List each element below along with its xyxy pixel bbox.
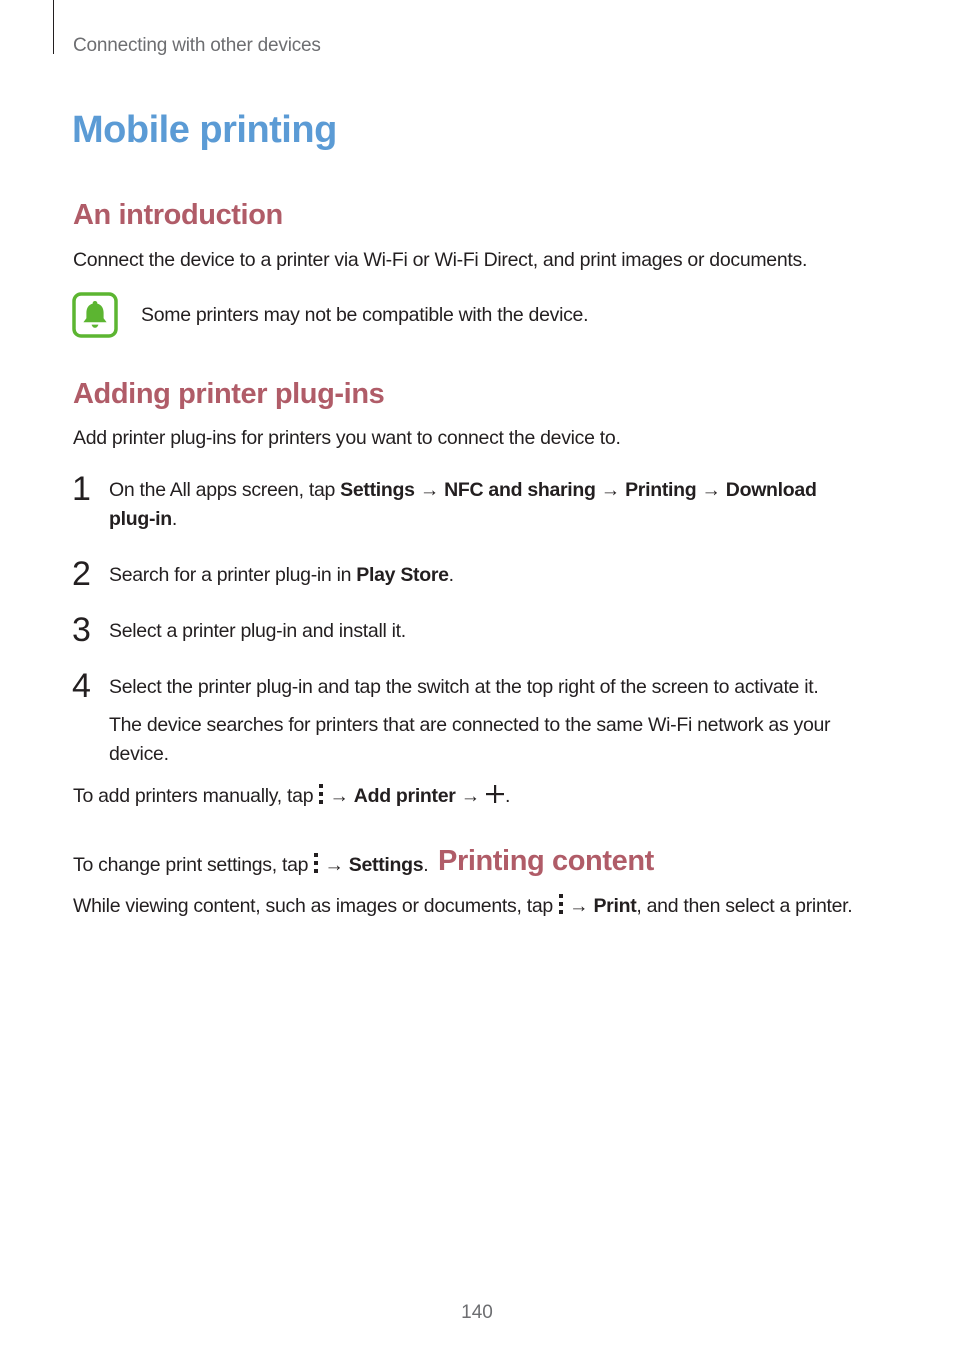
step-text: On the All apps screen, tap Settings → NFC and sharing → Printing → Download plug-in. <box>109 479 817 530</box>
page-number: 140 <box>461 1302 493 1323</box>
step-number: 2 <box>72 555 90 593</box>
note-text: Some printers may not be compatible with the device. <box>141 304 589 326</box>
heading-introduction: An introduction <box>73 199 283 231</box>
notification-bell-icon <box>72 292 118 338</box>
step-text: Select the printer plug-in and tap the switch at the top right of the screen to activate it. <box>109 676 819 698</box>
print-settings-text: To change print settings, tap → Settings. <box>73 852 428 880</box>
intro-text: Connect the device to a printer via Wi-Fi or Wi-Fi Direct, and print images or documents. <box>73 249 808 271</box>
plugins-text: Add printer plug-ins for printers you want to connect the device to. <box>73 427 621 449</box>
step-subtext: The device searches for printers that are connected to the same Wi-Fi network as your device. <box>109 714 831 765</box>
page-title: Mobile printing <box>72 109 337 151</box>
header-rule <box>53 0 54 54</box>
heading-printing-content: Printing content <box>438 845 654 877</box>
heading-adding-plugins: Adding printer plug-ins <box>73 378 385 410</box>
step-number: 1 <box>72 470 90 508</box>
step-number: 4 <box>72 667 90 705</box>
printing-content-text: While viewing content, such as images or documents, tap → Print, and then select a printer. <box>73 893 852 921</box>
plus-icon <box>485 784 505 810</box>
running-header: Connecting with other devices <box>73 35 321 56</box>
step-text: Select a printer plug-in and install it. <box>109 620 406 642</box>
manual-add-text: To add printers manually, tap → Add printer → . <box>73 783 510 811</box>
step-text: Search for a printer plug-in in Play Store. <box>109 564 454 586</box>
step-number: 3 <box>72 611 90 649</box>
